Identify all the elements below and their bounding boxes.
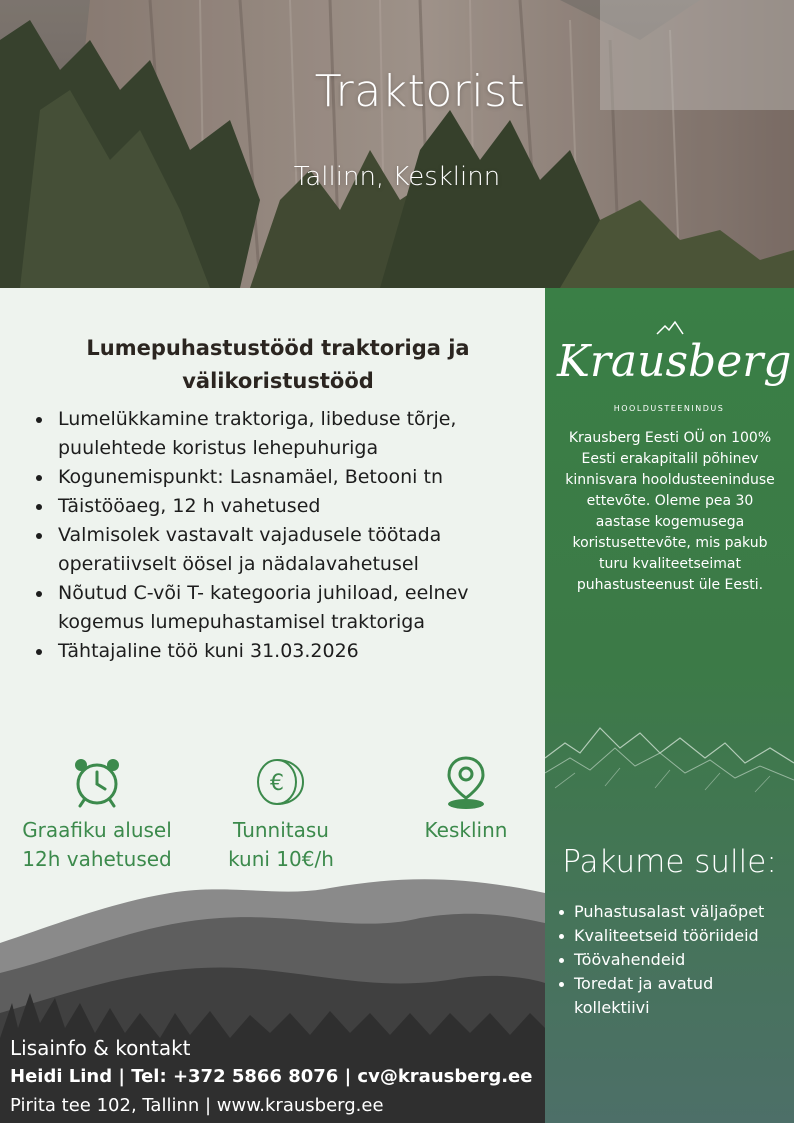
svg-text:€: € (270, 771, 284, 796)
list-item: Tähtajaline töö kuni 31.03.2026 (32, 637, 532, 666)
hero-banner (0, 0, 794, 288)
pay-line1: Tunnitasu (233, 818, 329, 842)
list-item: Täistööaeg, 12 h vahetused (32, 492, 532, 521)
schedule-feature (2, 754, 192, 874)
place-feature (371, 754, 545, 845)
list-item: Puhastusalast väljaõpet (557, 900, 789, 924)
company-panel (545, 288, 794, 1123)
job-details-panel (0, 288, 545, 1123)
map-pin-icon (438, 754, 494, 810)
list-item: Töövahendeid (557, 948, 789, 972)
mountain-photo (0, 0, 794, 288)
pay-line2: kuni 10€/h (228, 847, 334, 871)
job-heading: Lumepuhastustööd traktoriga ja välikoristustööd (86, 336, 470, 393)
contact-address: Pirita tee 102, Tallinn | www.krausberg.ee (10, 1095, 384, 1116)
list-item: Lumelükkamine traktoriga, libeduse tõrje, puulehtede koristus lehepuhuriga (32, 405, 532, 463)
contact-person: Heidi Lind | Tel: +372 5866 8076 | cv@krausberg.ee (10, 1066, 533, 1087)
list-item: Kogunemispunkt: Lasnamäel, Betooni tn (32, 463, 532, 492)
logo-tagline: HOOLDUSTEENINDUS (613, 404, 725, 413)
duties-list (32, 405, 532, 666)
logo-wordmark: Krausberg (557, 336, 792, 387)
schedule-line2: 12h vahetused (22, 847, 172, 871)
krausberg-logo (557, 314, 792, 414)
schedule-line1: Graafiku alusel (22, 818, 172, 842)
contact-block (10, 1034, 532, 1120)
list-item: Valmisolek vastavalt vajadusele töötada operatiivselt öösel ja nädalavahetusel (32, 521, 532, 579)
job-location: Tallinn, Kesklinn (293, 162, 501, 192)
euro-coin-icon (253, 754, 309, 810)
job-title: Traktorist (314, 66, 526, 117)
list-item: Kvaliteetseid tööriideid (557, 924, 789, 948)
place-line1: Kesklinn (424, 818, 508, 842)
contact-heading: Lisainfo & kontakt (10, 1036, 191, 1060)
pay-feature (186, 754, 376, 874)
list-item: Toredat ja avatud kollektiivi (557, 972, 789, 1020)
offer-list (557, 900, 789, 1020)
company-description: Krausberg Eesti OÜ on 100% Eesti erakapitalil põhinev kinnisvara hooldusteeninduse ettevõte. Oleme pea 30 aastase kogemusega koristusettevõte, mis pakub turu kvaliteetseimat puhastusteenust üle Eesti. (565, 430, 775, 593)
offer-title: Pakume sulle: (562, 844, 777, 880)
mountain-line-art (545, 718, 794, 808)
alarm-clock-icon (69, 754, 125, 810)
list-item: Nõutud C-või T- kategooria juhiload, eelnev kogemus lumepuhastamisel traktoriga (32, 579, 532, 637)
